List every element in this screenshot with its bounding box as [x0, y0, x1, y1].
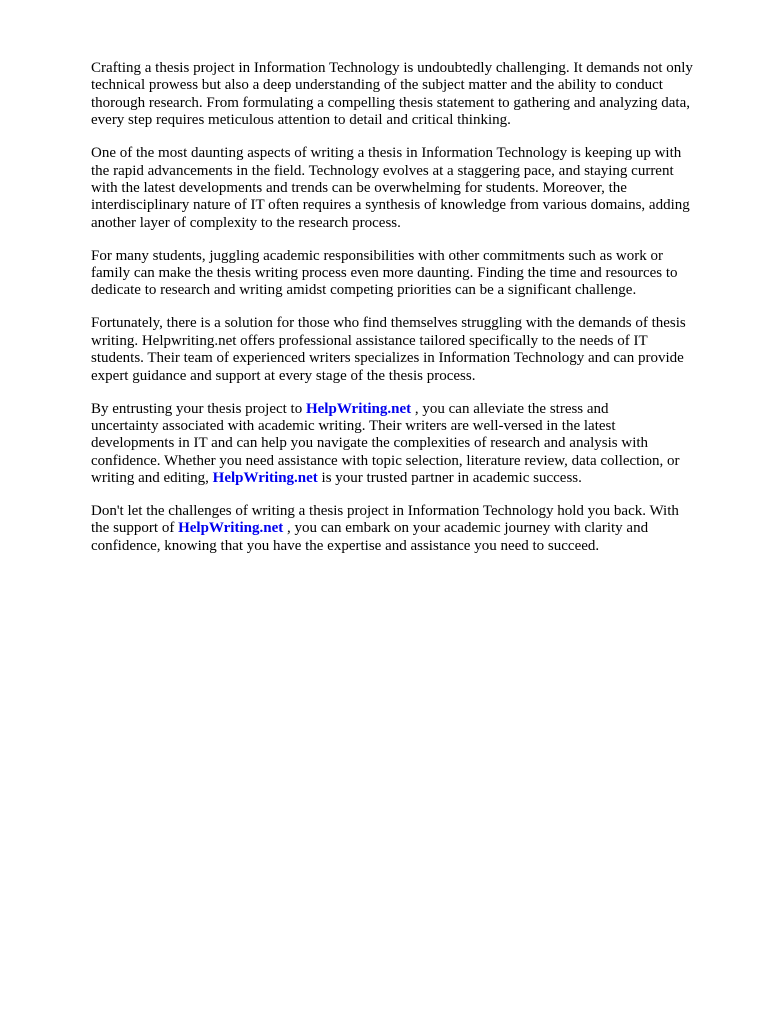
paragraph-entrusting-text-2: , you can alleviate the stress and uncertainty associated with academic writing. Their writers are well-versed in the latest developments in IT and can help you navigate the complexities of research and analysis with confidence. Whether you need assistance with topic selection, literature review, data collection, or writing and editing, [91, 400, 680, 487]
paragraph-commitments: For many students, juggling academic responsibilities with other commitments such as work or family can make the thesis writing process even more daunting. Finding the time and resources to dedicate to research and writing amidst competing priorities can be a significant challenge. [91, 247, 678, 299]
paragraph-entrusting-text-1: By entrusting your thesis project to [91, 400, 306, 417]
paragraph-closing-text-1: Don't let the challenges of writing a thesis project in Information Technology hold you back. With the support of [91, 503, 679, 537]
paragraph-entrusting [91, 401, 721, 488]
helpwriting-link-3[interactable]: HelpWriting.net [178, 520, 284, 537]
paragraph-solution: Fortunately, there is a solution for those who find themselves struggling with the demands of thesis writing. Helpwriting.net offers professional assistance tailored specifically to the needs of IT students. Their team of experienced writers specializes in Information Technology and can provide expert guidance and support at every stage of the thesis process. [91, 315, 686, 384]
helpwriting-link-2[interactable]: HelpWriting.net [212, 470, 318, 487]
document-page [91, 60, 721, 571]
paragraph-intro: Crafting a thesis project in Information Technology is undoubtedly challenging. It demands not only technical prowess but also a deep understanding of the subject matter and the ability to conduct thorough research. From formulating a compelling thesis statement to gathering and analyzing data, every step requires meticulous attention to detail and critical thinking. [91, 60, 693, 129]
paragraph-closing [91, 503, 721, 555]
paragraph-closing-text-2: , you can embark on your academic journey with clarity and confidence, knowing that you have the expertise and assistance you need to succeed. [91, 520, 649, 554]
paragraph-entrusting-text-3: is your trusted partner in academic success. [321, 470, 582, 487]
paragraph-challenges: One of the most daunting aspects of writing a thesis in Information Technology is keeping up with the rapid advancements in the field. Technology evolves at a staggering pace, and staying current with the latest developments and trends can be overwhelming for students. Moreover, the interdisciplinary nature of IT often requires a synthesis of knowledge from various domains, adding another layer of complexity to the research process. [91, 145, 690, 231]
helpwriting-link-1[interactable]: HelpWriting.net [305, 400, 412, 417]
